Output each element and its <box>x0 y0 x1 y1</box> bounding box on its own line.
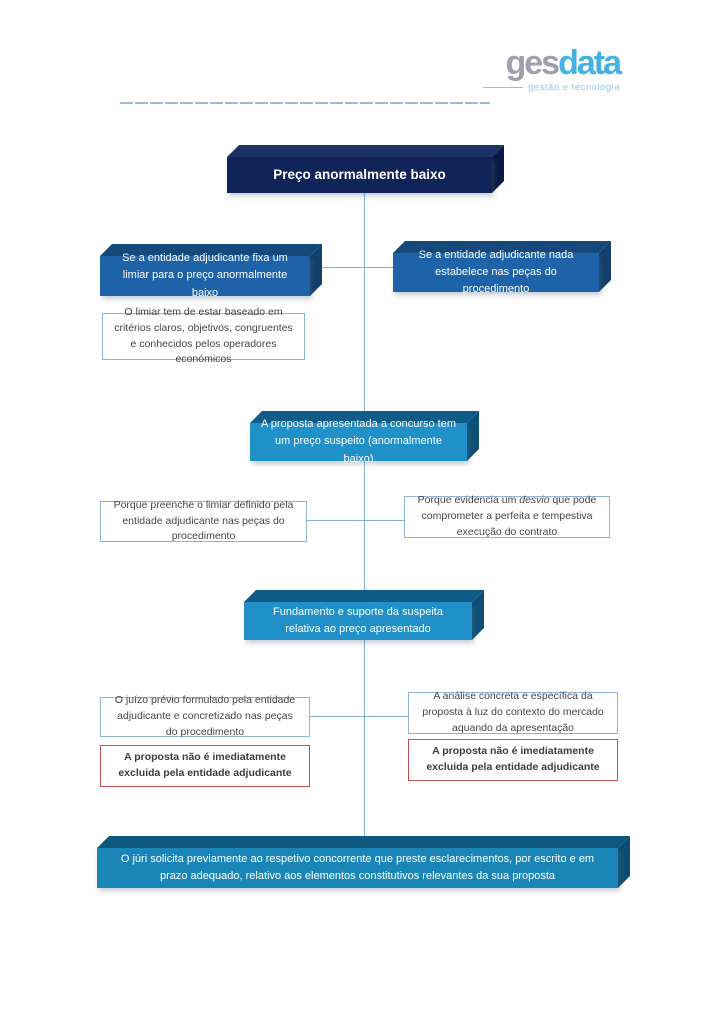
reason-right-post: que pode comprometer a perfeita e tempestiva execução do contrato <box>421 494 597 538</box>
note-judgment-left <box>100 694 310 738</box>
logo-tagline: gestão e tecnologia <box>528 82 620 93</box>
reason-right-italic: desvio <box>519 494 550 507</box>
logo-wordmark <box>470 44 620 82</box>
logo-part-ges: ges <box>505 44 559 82</box>
jury-request-label: O júri solicita previamente ao respetivo concorrente que preste esclarecimentos, por escrito e em prazo adequado, relativo aos elementos constitutivos relevantes da sua proposta <box>120 852 595 882</box>
branch-left-label: Se a entidade adjudicante fixa um limiar para o preço anormalmente baixo <box>122 252 288 299</box>
suspect-price-label: A proposta apresentada a concurso tem um preço suspeito (anormalmente baixo) <box>260 418 457 465</box>
cube-front-face <box>250 418 467 465</box>
note-not-excluded-right-label: A proposta não é imediatamente excluida pela entidade adjudicante <box>426 745 600 773</box>
header-underline <box>120 102 490 104</box>
flow-node-branch-right <box>393 241 611 296</box>
logo-tagline-row <box>470 82 620 93</box>
connector-reason-row <box>307 520 404 521</box>
note-not-excluded-right <box>408 739 618 781</box>
note-reason-right <box>404 496 610 538</box>
note-analysis-right <box>408 692 618 734</box>
cube-front-face <box>97 848 618 888</box>
flow-node-basis <box>244 590 484 640</box>
reason-right-pre: Porque evidencia um <box>417 494 520 507</box>
cube-top-face <box>244 590 484 602</box>
note-reason-left-label: Porque preenche o limiar definido pela entidade adjudicante nas peças do procedimento <box>113 498 294 543</box>
cube-top-face <box>97 836 630 848</box>
flow-node-title <box>227 145 504 193</box>
note-threshold-criteria <box>102 306 305 366</box>
connector-vertical-spine <box>364 193 365 836</box>
note-analysis-right-label: A análise concreta e específica da proposta à luz do contexto do mercado aquando da apresentação <box>422 690 604 734</box>
cube-front-face <box>100 252 310 299</box>
flow-title-label: Preço anormalmente baixo <box>273 166 446 182</box>
note-threshold-label: O limiar tem de estar baseado em critérios claros, objetivos, congruentes e conhecidos pelos operadores económicos <box>114 306 293 366</box>
connector-judgment-row <box>310 716 408 717</box>
cube-front-face <box>244 602 472 640</box>
basis-label: Fundamento e suporte da suspeita relativa ao preço apresentado <box>272 605 443 635</box>
logo-tagline-rule <box>483 87 523 88</box>
cube-front-face <box>393 248 599 296</box>
note-not-excluded-left <box>100 745 310 787</box>
flow-node-suspect-price <box>250 411 479 465</box>
logo-part-data: data <box>558 44 620 82</box>
note-reason-left <box>100 498 307 543</box>
flow-node-jury-request <box>97 836 630 888</box>
connector-branch-row <box>322 267 397 268</box>
gesdata-logo <box>470 44 620 93</box>
flow-node-branch-left <box>100 244 322 299</box>
cube-front-face <box>227 157 492 193</box>
note-reason-right-label <box>415 493 599 540</box>
branch-right-label: Se a entidade adjudicante nada estabelece nas peças do procedimento <box>418 248 574 296</box>
cube-top-face <box>227 145 504 157</box>
note-judgment-left-label: O juízo prévio formulado pela entidade adjudicante e concretizado nas peças do procedimento <box>114 694 296 738</box>
note-not-excluded-left-label: A proposta não é imediatamente excluida pela entidade adjudicante <box>118 751 292 779</box>
